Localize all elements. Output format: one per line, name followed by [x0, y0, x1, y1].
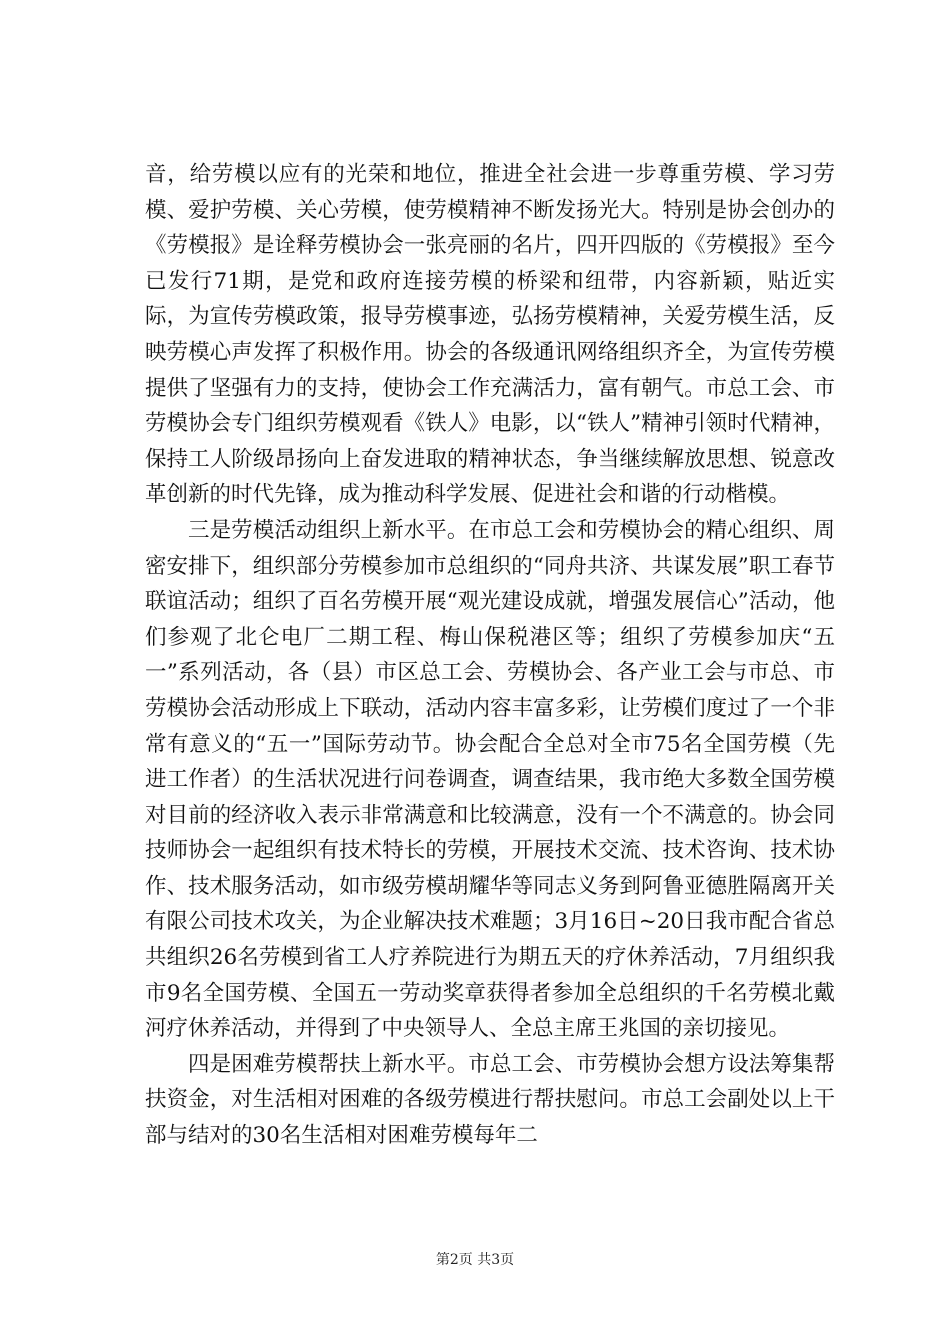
document-body — [145, 157, 835, 1154]
page-number-footer: 第2页 共3页 — [435, 1252, 515, 1268]
paragraph-assistance: 四是困难劳模帮扶上新水平。市总工会、市劳模协会想方设法筹集帮扶资金，对生活相对困难的各级劳模进行帮扶慰问。市总工会副处以上干部与结对的30名生活相对困难劳模每年二 — [145, 1051, 835, 1149]
paragraph-activities: 三是劳模活动组织上新水平。在市总工会和劳模协会的精心组织、周密安排下，组织部分劳模参加市总组织的“同舟共济、共谋发展”职工春节联谊活动；组织了百名劳模开展“观光建设成就，增强发展信心”活动，他们参观了北仑电厂二期工程、梅山保税港区等；组织了劳模参加庆“五一”系列活动，各（县）市区总工会、劳模协会、各产业工会与市总、市劳模协会活动形成上下联动，活动内容丰富多彩，让劳模们度过了一个非常有意义的“五一”国际劳动节。协会配合全总对全市75名全国劳模（先进工作者）的生活状况进行问卷调查，调查结果，我市绝大多数全国劳模对目前的经济收入表示非常满意和比较满意，没有一个不满意的。协会同技师协会一起组织有技术特长的劳模，开展技术交流、技术咨询、技术协作、技术服务活动，如市级劳模胡耀华等同志义务到阿鲁亚德胜隔离开关有限公司技术攻关，为企业解决技术难题；3月16日~20日我市配合省总共组织26名劳模到省工人疗养院进行为期五天的疗休养活动，7月组织我市9名全国劳模、全国五一劳动奖章获得者参加全总组织的千名劳模北戴河疗休养活动，并得到了中央领导人、全总主席王兆国的亲切接见。 — [145, 517, 835, 1042]
paragraph-continuation: 音，给劳模以应有的光荣和地位，推进全社会进一步尊重劳模、学习劳模、爱护劳模、关心劳模，使劳模精神不断发扬光大。特别是协会创办的《劳模报》是诠释劳模协会一张亮丽的名片，四开四版的《劳模报》至今已发行71期，是党和政府连接劳模的桥梁和纽带，内容新颖，贴近实际，为宣传劳模政策，报导劳模事迹，弘扬劳模精神，关爱劳模生活，反映劳模心声发挥了积极作用。协会的各级通讯网络组织齐全，为宣传劳模提供了坚强有力的支持，使协会工作充满活力，富有朝气。市总工会、市劳模协会专门组织劳模观看《铁人》电影，以“铁人”精神引领时代精神，保持工人阶级昂扬向上奋发进取的精神状态，争当继续解放思想、锐意改革创新的时代先锋，成为推动科学发展、促进社会和谐的行动楷模。 — [145, 162, 835, 508]
